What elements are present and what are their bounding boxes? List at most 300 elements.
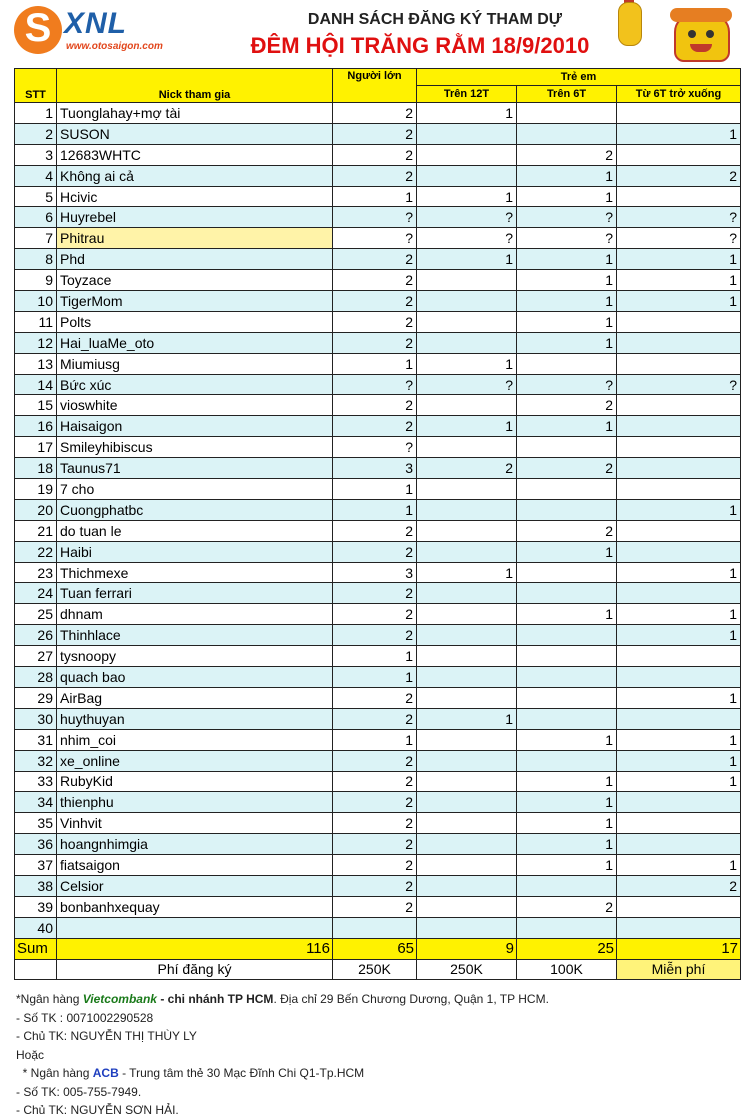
cell-nick: huythuyan: [57, 708, 333, 729]
cell-adult: 2: [333, 708, 417, 729]
cell-nick: fiatsaigon: [57, 855, 333, 876]
cell-over6: 1: [517, 311, 617, 332]
logo-s-icon: S: [24, 6, 52, 50]
cell-over12: [417, 855, 517, 876]
cell-over12: [417, 291, 517, 312]
note-line-7: - Chủ TK: NGUYỄN SƠN HẢI.: [16, 1103, 179, 1117]
cell-under6: [617, 520, 741, 541]
cell-under6: [617, 834, 741, 855]
cell-under6: 1: [617, 562, 741, 583]
fee-label: Phí đăng ký: [57, 959, 333, 980]
table-row: [15, 395, 741, 416]
cell-adult: 2: [333, 103, 417, 124]
cell-over12: [417, 395, 517, 416]
cell-under6: 1: [617, 123, 741, 144]
cell-stt: 1: [15, 103, 57, 124]
cell-over6: [517, 353, 617, 374]
note-line-6: - Số TK: 005-755-7949.: [16, 1084, 142, 1099]
cell-over6: 1: [517, 332, 617, 353]
cell-adult: 2: [333, 520, 417, 541]
event-title: ĐÊM HỘI TRĂNG RẰM 18/9/2010: [250, 33, 590, 58]
header-over6: Trên 6T: [517, 86, 617, 103]
cell-nick: Miumiusg: [57, 353, 333, 374]
bank-address: . Địa chỉ 29 Bến Chương Dương, Quận 1, TP HCM.: [273, 992, 549, 1006]
table-row: [15, 750, 741, 771]
cell-under6: [617, 332, 741, 353]
cell-under6: [617, 311, 741, 332]
cell-over12: [417, 520, 517, 541]
cell-stt: 26: [15, 625, 57, 646]
table-row: [15, 353, 741, 374]
cell-nick: 7 cho: [57, 479, 333, 500]
cell-over12: [417, 667, 517, 688]
cell-over12: [417, 875, 517, 896]
cell-adult: 2: [333, 249, 417, 270]
cell-over6: [517, 583, 617, 604]
cell-nick: Cuongphatbc: [57, 499, 333, 520]
sum-adult: 65: [333, 938, 417, 959]
table-row: [15, 687, 741, 708]
cell-over12: [417, 834, 517, 855]
cell-under6: 1: [617, 270, 741, 291]
cell-stt: 12: [15, 332, 57, 353]
cell-nick: Haisaigon: [57, 416, 333, 437]
cell-adult: 2: [333, 395, 417, 416]
note-prefix: *Ngân hàng: [16, 992, 83, 1006]
cell-over12: [417, 750, 517, 771]
cell-over12: [417, 896, 517, 917]
cell-adult: 1: [333, 186, 417, 207]
cell-nick: Hcivic: [57, 186, 333, 207]
cell-over6: [517, 750, 617, 771]
cell-over12: [417, 729, 517, 750]
table-row: [15, 499, 741, 520]
cell-over12: [417, 123, 517, 144]
cell-under6: [617, 353, 741, 374]
cell-over6: [517, 687, 617, 708]
cell-over12: ?: [417, 228, 517, 249]
cell-over6: 2: [517, 144, 617, 165]
cell-under6: [617, 646, 741, 667]
cell-adult: 2: [333, 123, 417, 144]
cell-adult: 2: [333, 416, 417, 437]
festival-decoration: [612, 0, 742, 66]
table-row: [15, 270, 741, 291]
cell-over12: 2: [417, 458, 517, 479]
cell-over12: [417, 144, 517, 165]
cell-stt: 3: [15, 144, 57, 165]
cell-over6: 1: [517, 416, 617, 437]
cell-over6: 1: [517, 771, 617, 792]
cell-over6: [517, 437, 617, 458]
cell-adult: 1: [333, 499, 417, 520]
cell-under6: [617, 144, 741, 165]
cell-over6: 1: [517, 855, 617, 876]
fee-adult: 250K: [333, 959, 417, 980]
cell-over6: [517, 103, 617, 124]
fee-under6: Miễn phí: [617, 959, 741, 980]
table-header-row-1: [15, 69, 741, 86]
cell-over12: 1: [417, 353, 517, 374]
cell-over6: ?: [517, 207, 617, 228]
cell-under6: ?: [617, 207, 741, 228]
cell-under6: ?: [617, 374, 741, 395]
sum-total: 116: [57, 938, 333, 959]
cell-stt: 35: [15, 813, 57, 834]
table-row: [15, 479, 741, 500]
cell-nick: Tuan ferrari: [57, 583, 333, 604]
table-row: [15, 917, 741, 938]
cell-over6: 1: [517, 813, 617, 834]
cell-adult: 2: [333, 750, 417, 771]
cell-over6: [517, 917, 617, 938]
cell-stt: 16: [15, 416, 57, 437]
bank-name-vietcombank: Vietcombank: [82, 992, 157, 1006]
table-row: [15, 813, 741, 834]
cell-under6: 2: [617, 875, 741, 896]
cell-nick: Polts: [57, 311, 333, 332]
cell-stt: 38: [15, 875, 57, 896]
lion-mane-icon: [670, 8, 732, 22]
cell-under6: [617, 813, 741, 834]
cell-nick: SUSON: [57, 123, 333, 144]
cell-adult: 2: [333, 834, 417, 855]
header-nick: Nick tham gia: [57, 69, 333, 103]
cell-adult: 2: [333, 896, 417, 917]
header-children: Trẻ em: [417, 69, 741, 86]
cell-under6: ?: [617, 228, 741, 249]
cell-over12: [417, 541, 517, 562]
cell-adult: ?: [333, 207, 417, 228]
cell-nick: [57, 917, 333, 938]
cell-over12: [417, 625, 517, 646]
table-row: [15, 291, 741, 312]
cell-stt: 9: [15, 270, 57, 291]
cell-over12: [417, 165, 517, 186]
cell-nick: vioswhite: [57, 395, 333, 416]
cell-under6: 1: [617, 604, 741, 625]
cell-over6: 1: [517, 186, 617, 207]
cell-adult: 1: [333, 353, 417, 374]
cell-nick: dhnam: [57, 604, 333, 625]
cell-stt: 11: [15, 311, 57, 332]
cell-over6: [517, 875, 617, 896]
cell-stt: 30: [15, 708, 57, 729]
lion-mouth-icon: [690, 44, 712, 52]
cell-nick: Thichmexe: [57, 562, 333, 583]
cell-over6: 1: [517, 291, 617, 312]
cell-adult: 2: [333, 291, 417, 312]
cell-under6: [617, 479, 741, 500]
sum-over6: 25: [517, 938, 617, 959]
header-under6: Từ 6T trở xuống: [617, 86, 741, 103]
table-row: [15, 416, 741, 437]
table-row: [15, 520, 741, 541]
table-row: [15, 708, 741, 729]
cell-over12: [417, 437, 517, 458]
cell-adult: 2: [333, 875, 417, 896]
cell-over12: 1: [417, 103, 517, 124]
cell-nick: thienphu: [57, 792, 333, 813]
cell-over6: 2: [517, 896, 617, 917]
cell-nick: do tuan le: [57, 520, 333, 541]
table-row: [15, 207, 741, 228]
cell-stt: 28: [15, 667, 57, 688]
cell-over6: 2: [517, 458, 617, 479]
cell-adult: 2: [333, 144, 417, 165]
registration-table: [14, 68, 741, 980]
header-stt: STT: [15, 69, 57, 103]
cell-adult: 2: [333, 541, 417, 562]
cell-over6: [517, 708, 617, 729]
cell-over6: 1: [517, 834, 617, 855]
cell-stt: 40: [15, 917, 57, 938]
cell-adult: 2: [333, 813, 417, 834]
cell-adult: 2: [333, 792, 417, 813]
cell-adult: 2: [333, 687, 417, 708]
cell-nick: Phd: [57, 249, 333, 270]
cell-nick: Hai_luaMe_oto: [57, 332, 333, 353]
table-row: [15, 583, 741, 604]
cell-stt: 19: [15, 479, 57, 500]
cell-stt: 37: [15, 855, 57, 876]
cell-under6: [617, 437, 741, 458]
cell-over6: 2: [517, 520, 617, 541]
cell-over12: ?: [417, 374, 517, 395]
table-row: [15, 103, 741, 124]
cell-under6: [617, 896, 741, 917]
header-adult: Người lớn: [333, 69, 417, 103]
cell-nick: hoangnhimgia: [57, 834, 333, 855]
sum-label: Sum: [15, 938, 57, 959]
sum-over12: 9: [417, 938, 517, 959]
cell-stt: 32: [15, 750, 57, 771]
cell-nick: Huyrebel: [57, 207, 333, 228]
cell-over12: [417, 813, 517, 834]
fee-blank-cell: [15, 959, 57, 980]
cell-over6: 1: [517, 165, 617, 186]
cell-adult: 1: [333, 646, 417, 667]
cell-adult: 1: [333, 479, 417, 500]
cell-over6: [517, 625, 617, 646]
cell-under6: 1: [617, 291, 741, 312]
cell-over6: [517, 667, 617, 688]
note-line-5: [16, 1064, 736, 1083]
cell-adult: 3: [333, 562, 417, 583]
page-header: [0, 0, 750, 66]
cell-stt: 33: [15, 771, 57, 792]
cell-over12: ?: [417, 207, 517, 228]
cell-over6: 1: [517, 270, 617, 291]
cell-over6: [517, 646, 617, 667]
cell-stt: 24: [15, 583, 57, 604]
cell-under6: 1: [617, 771, 741, 792]
cell-adult: 2: [333, 604, 417, 625]
cell-adult: 2: [333, 625, 417, 646]
cell-under6: [617, 541, 741, 562]
cell-stt: 20: [15, 499, 57, 520]
fee-row: [15, 959, 741, 980]
cell-adult: [333, 917, 417, 938]
cell-stt: 13: [15, 353, 57, 374]
cell-stt: 17: [15, 437, 57, 458]
cell-nick: Smileyhibiscus: [57, 437, 333, 458]
cell-stt: 27: [15, 646, 57, 667]
table-row: [15, 165, 741, 186]
cell-over12: [417, 479, 517, 500]
table-row: [15, 729, 741, 750]
cell-stt: 6: [15, 207, 57, 228]
cell-under6: 1: [617, 855, 741, 876]
cell-stt: 34: [15, 792, 57, 813]
page-title: DANH SÁCH ĐĂNG KÝ THAM DỰ: [307, 11, 563, 28]
table-row: [15, 541, 741, 562]
table-row: [15, 875, 741, 896]
fee-over6: 100K: [517, 959, 617, 980]
lion-eye-icon: [688, 30, 696, 38]
cell-under6: [617, 103, 741, 124]
cell-over6: ?: [517, 228, 617, 249]
cell-over6: ?: [517, 374, 617, 395]
cell-under6: [617, 186, 741, 207]
cell-nick: nhim_coi: [57, 729, 333, 750]
cell-nick: Bức xúc: [57, 374, 333, 395]
cell-stt: 39: [15, 896, 57, 917]
fee-over12: 250K: [417, 959, 517, 980]
header-over12: Trên 12T: [417, 86, 517, 103]
cell-under6: 1: [617, 729, 741, 750]
cell-stt: 7: [15, 228, 57, 249]
cell-over12: 1: [417, 708, 517, 729]
cell-stt: 15: [15, 395, 57, 416]
cell-stt: 29: [15, 687, 57, 708]
cell-over6: 1: [517, 541, 617, 562]
bank-name-acb: ACB: [92, 1066, 119, 1080]
cell-over6: [517, 562, 617, 583]
table-row: [15, 604, 741, 625]
cell-under6: 1: [617, 625, 741, 646]
cell-adult: 2: [333, 311, 417, 332]
cell-under6: [617, 917, 741, 938]
table-row: [15, 374, 741, 395]
xnl-logo: [14, 4, 204, 56]
cell-adult: 2: [333, 771, 417, 792]
table-row: [15, 792, 741, 813]
cell-under6: [617, 583, 741, 604]
sum-under6: 17: [617, 938, 741, 959]
cell-over6: 1: [517, 729, 617, 750]
cell-stt: 2: [15, 123, 57, 144]
cell-under6: 1: [617, 499, 741, 520]
cell-over6: [517, 123, 617, 144]
cell-nick: Phitrau: [57, 228, 333, 249]
table-row: [15, 562, 741, 583]
cell-over12: [417, 270, 517, 291]
cell-stt: 21: [15, 520, 57, 541]
cell-over6: [517, 499, 617, 520]
table-row: [15, 896, 741, 917]
table-row: [15, 771, 741, 792]
cell-over12: [417, 332, 517, 353]
cell-stt: 4: [15, 165, 57, 186]
cell-nick: Toyzace: [57, 270, 333, 291]
sum-row: [15, 938, 741, 959]
cell-over6: 1: [517, 604, 617, 625]
cell-under6: [617, 792, 741, 813]
cell-over12: [417, 311, 517, 332]
lantern-icon: [618, 2, 642, 46]
logo-site: www.otosaigon.com: [66, 41, 163, 52]
cell-stt: 5: [15, 186, 57, 207]
cell-adult: 2: [333, 165, 417, 186]
cell-under6: 1: [617, 249, 741, 270]
cell-stt: 8: [15, 249, 57, 270]
table-row: [15, 186, 741, 207]
cell-adult: 3: [333, 458, 417, 479]
cell-stt: 25: [15, 604, 57, 625]
cell-nick: TigerMom: [57, 291, 333, 312]
cell-nick: Không ai cả: [57, 165, 333, 186]
cell-stt: 31: [15, 729, 57, 750]
cell-nick: xe_online: [57, 750, 333, 771]
cell-nick: quach bao: [57, 667, 333, 688]
cell-over12: [417, 687, 517, 708]
cell-over12: [417, 499, 517, 520]
cell-nick: Vinhvit: [57, 813, 333, 834]
table-row: [15, 123, 741, 144]
cell-nick: Celsior: [57, 875, 333, 896]
cell-nick: bonbanhxequay: [57, 896, 333, 917]
cell-under6: [617, 708, 741, 729]
cell-over12: [417, 771, 517, 792]
cell-over12: [417, 917, 517, 938]
table-row: [15, 437, 741, 458]
cell-nick: Haibi: [57, 541, 333, 562]
table-row: [15, 458, 741, 479]
bank-notes: [16, 990, 736, 1120]
cell-nick: tysnoopy: [57, 646, 333, 667]
note-line-1: [16, 990, 736, 1009]
cell-adult: ?: [333, 437, 417, 458]
logo-brand: XNL: [64, 7, 127, 40]
cell-nick: RubyKid: [57, 771, 333, 792]
cell-over6: 1: [517, 249, 617, 270]
cell-over6: 2: [517, 395, 617, 416]
cell-nick: Tuonglahay+mợ tài: [57, 103, 333, 124]
lion-eye-icon: [706, 30, 714, 38]
cell-under6: [617, 458, 741, 479]
table-row: [15, 855, 741, 876]
cell-under6: 2: [617, 165, 741, 186]
cell-adult: 2: [333, 583, 417, 604]
cell-adult: 1: [333, 667, 417, 688]
table-row: [15, 834, 741, 855]
cell-stt: 14: [15, 374, 57, 395]
cell-adult: ?: [333, 374, 417, 395]
bank-branch: - chi nhánh TP HCM: [156, 992, 274, 1006]
table-row: [15, 667, 741, 688]
cell-over12: [417, 792, 517, 813]
cell-over6: 1: [517, 792, 617, 813]
cell-over12: [417, 646, 517, 667]
note-prefix-2: * Ngân hàng: [16, 1066, 93, 1080]
cell-stt: 23: [15, 562, 57, 583]
lion-dance-icon: [674, 14, 730, 62]
cell-adult: 1: [333, 729, 417, 750]
cell-under6: 1: [617, 687, 741, 708]
cell-stt: 36: [15, 834, 57, 855]
cell-under6: [617, 667, 741, 688]
